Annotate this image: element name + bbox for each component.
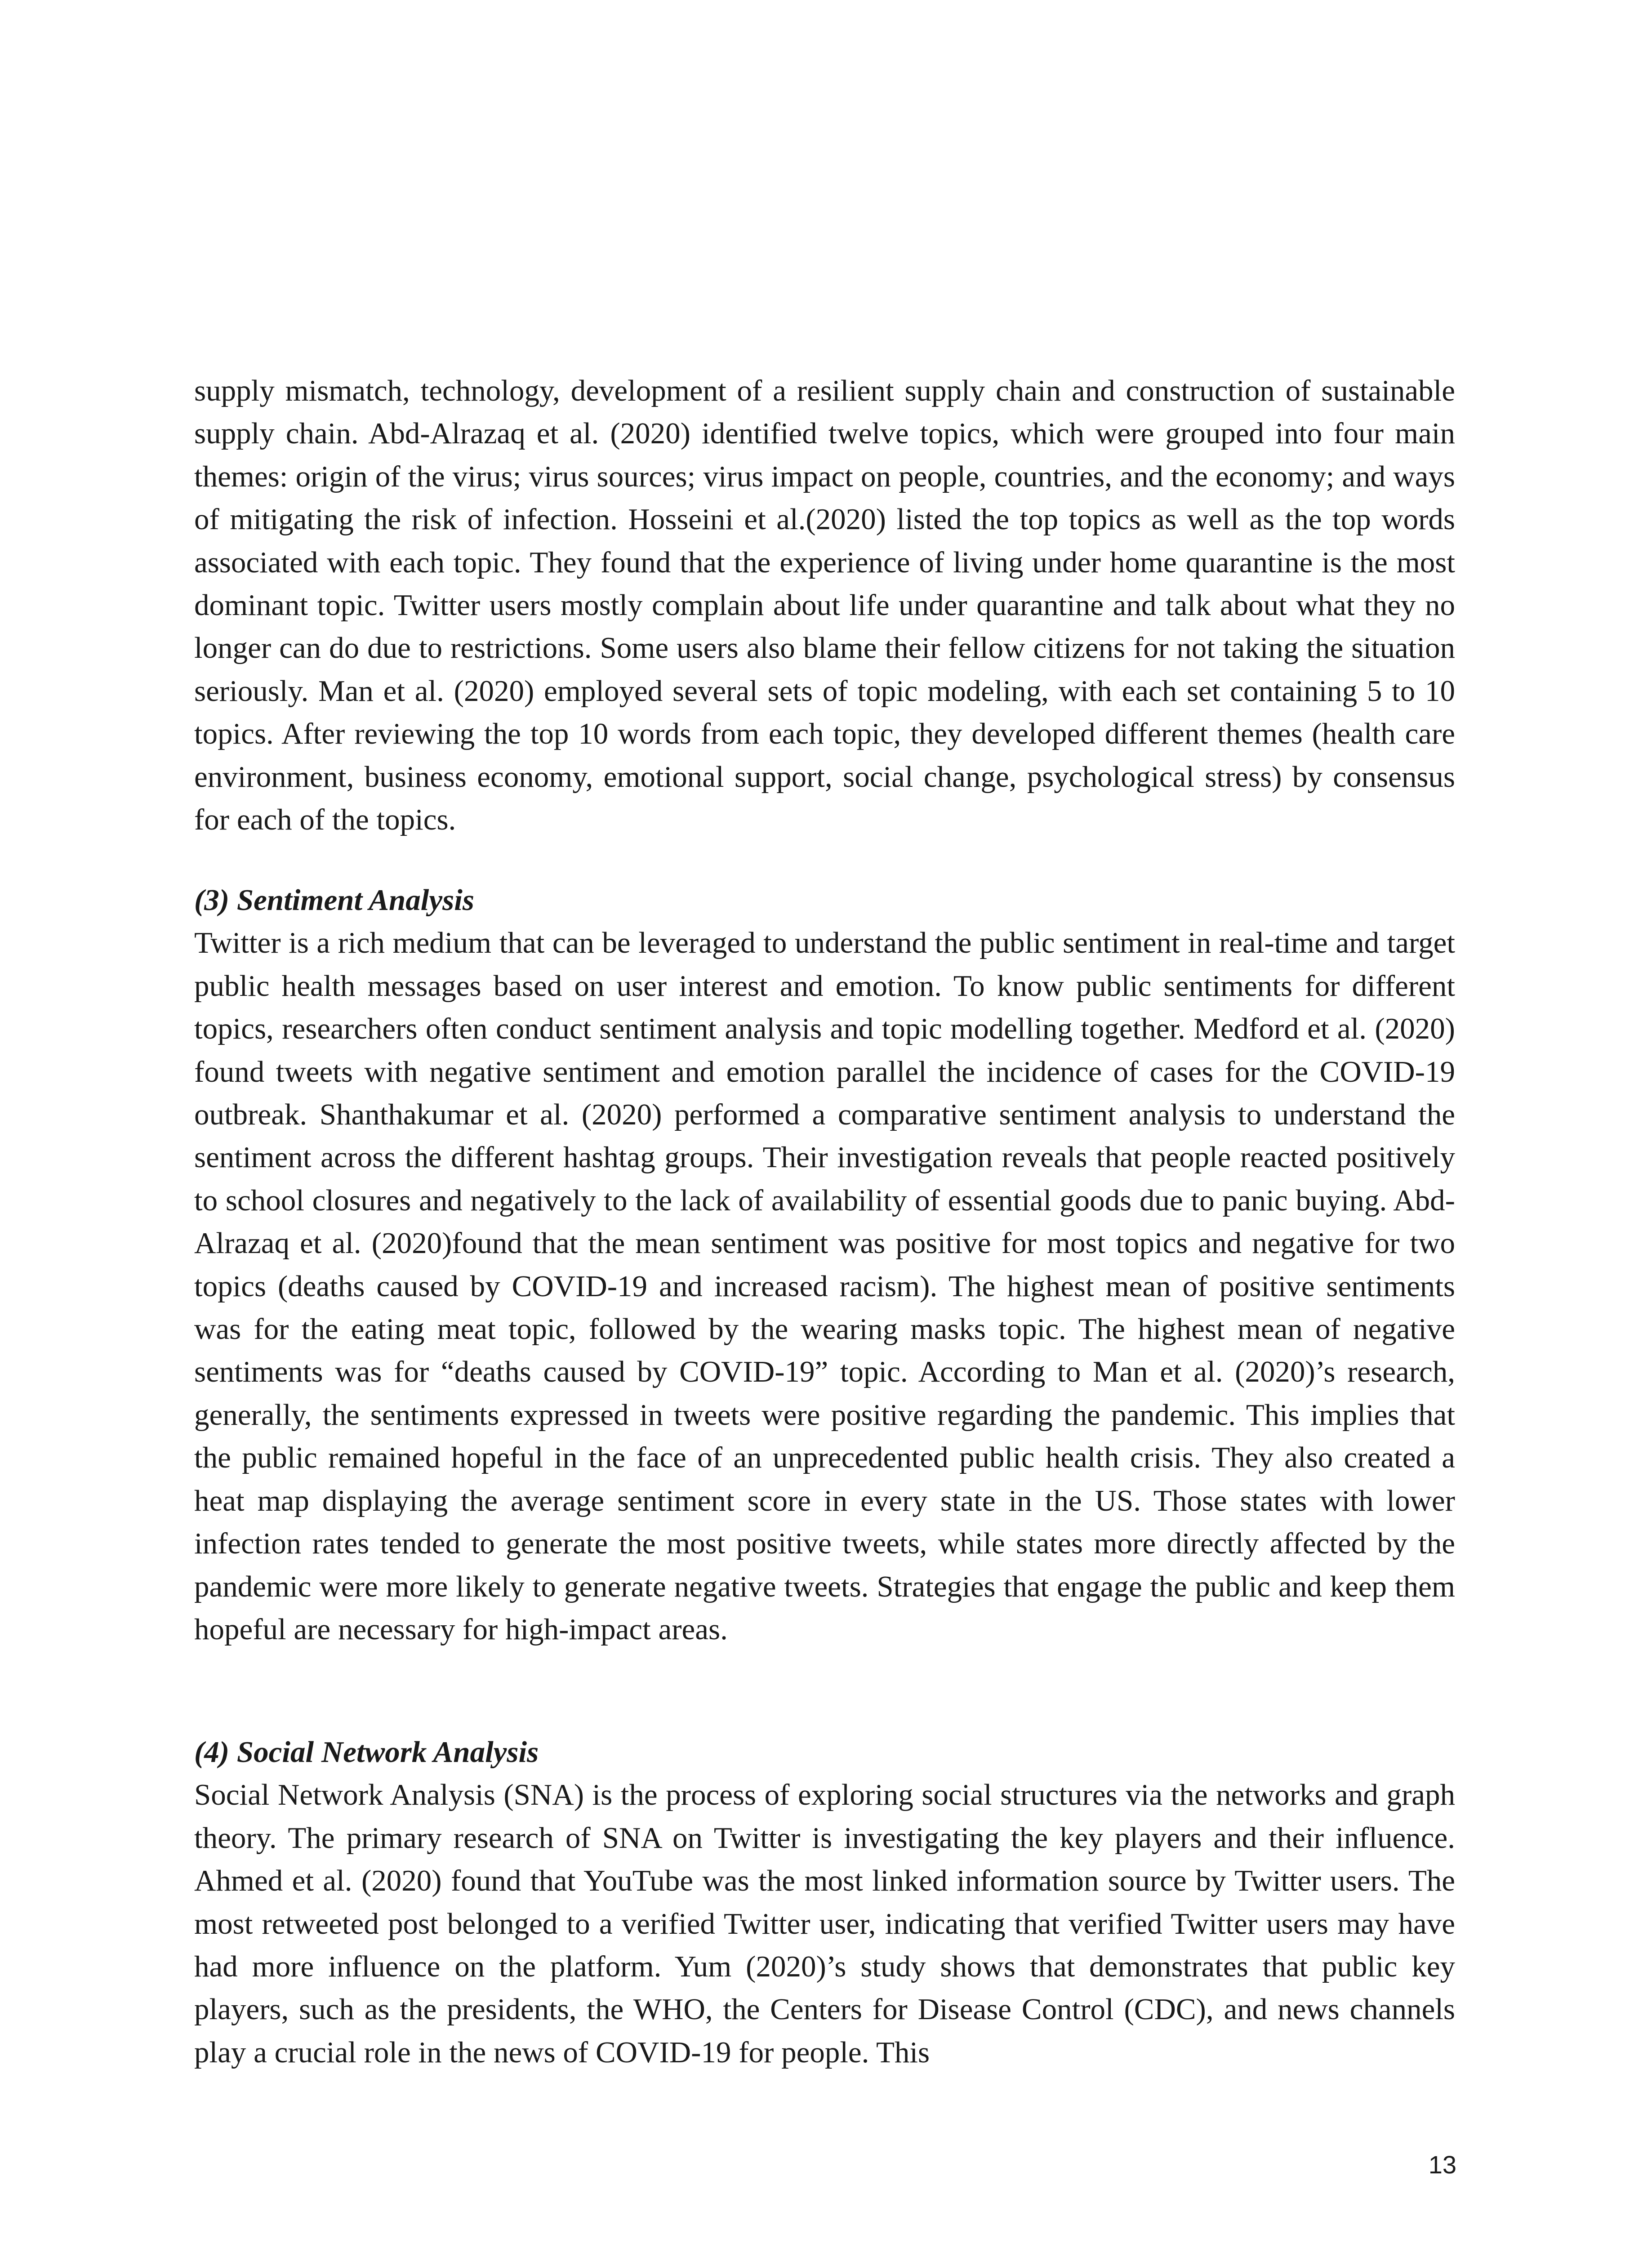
section-heading-sentiment-analysis: (3) Sentiment Analysis	[194, 883, 474, 917]
section-sentiment-analysis	[194, 879, 1455, 1651]
section-body-sentiment-analysis: Twitter is a rich medium that can be leveraged to understand the public sentiment in real-time and target public health messages based on user interest and emotion. To know public sentiments for different topics, researchers often conduct sentiment analysis and topic modelling together. Medford et al. (2020) found tweets with negative sentiment and emotion parallel the incidence of cases for the COVID-19 outbreak. Shanthakumar et al. (2020) performed a comparative sentiment analysis to understand the sentiment across the different hashtag groups. Their investigation reveals that people reacted positively to school closures and negatively to the lack of availability of essential goods due to panic buying. Abd-Alrazaq et al. (2020)found that the mean sentiment was positive for most topics and negative for two topics (deaths caused by COVID-19 and increased racism). The highest mean of positive sentiments was for the eating meat topic, followed by the wearing masks topic. The highest mean of negative sentiments was for “deaths caused by COVID-19” topic. According to Man et al. (2020)’s research, generally, the sentiments expressed in tweets were positive regarding the pandemic. This implies that the public remained hopeful in the face of an unprecedented public health crisis. They also created a heat map displaying the average sentiment score in every state in the US. Those states with lower infection rates tended to generate the most positive tweets, while states more directly affected by the pandemic were more likely to generate negative tweets. Strategies that engage the public and keep them hopeful are necessary for high-impact areas.	[194, 926, 1455, 1646]
section-social-network-analysis	[194, 1731, 1455, 2074]
continuation-paragraph: supply mismatch, technology, development of a resilient supply chain and construction of sustainable supply chain. Abd-Alrazaq et al. (2020) identified twelve topics, which were grouped into four main themes: origin of the virus; virus sources; virus impact on people, countries, and the economy; and ways of mitigating the risk of infection. Hosseini et al.(2020) listed the top topics as well as the top words associated with each topic. They found that the experience of living under home quarantine is the most dominant topic. Twitter users mostly complain about life under quarantine and talk about what they no longer can do due to restrictions. Some users also blame their fellow citizens for not taking the situation seriously. Man et al. (2020) employed several sets of topic modeling, with each set containing 5 to 10 topics. After reviewing the top 10 words from each topic, they developed different themes (health care environment, business economy, emotional support, social change, psychological stress) by consensus for each of the topics.	[194, 374, 1455, 837]
page-number: 13	[1428, 2150, 1456, 2179]
continuation-paragraph-block	[194, 370, 1455, 841]
section-heading-social-network-analysis: (4) Social Network Analysis	[194, 1735, 539, 1769]
section-body-social-network-analysis: Social Network Analysis (SNA) is the process of exploring social structures via the networks and graph theory. The primary research of SNA on Twitter is investigating the key players and their influence. Ahmed et al. (2020) found that YouTube was the most linked information source by Twitter users. The most retweeted post belonged to a verified Twitter user, indicating that verified Twitter users may have had more influence on the platform. Yum (2020)’s study shows that demonstrates that public key players, such as the presidents, the WHO, the Centers for Disease Control (CDC), and news channels play a crucial role in the news of COVID-19 for people. This	[194, 1778, 1455, 2069]
